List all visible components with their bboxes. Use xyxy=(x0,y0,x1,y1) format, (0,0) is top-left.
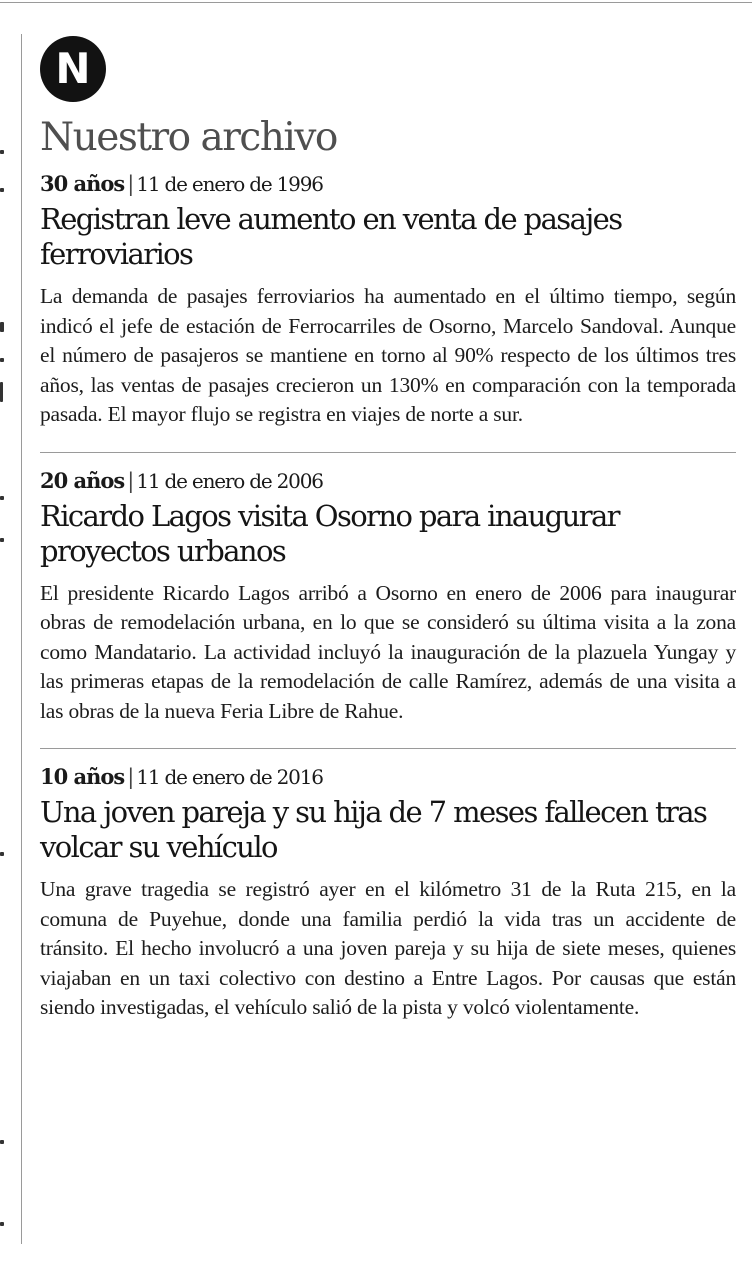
entry-years: 20 años xyxy=(40,467,125,493)
gutter-mark xyxy=(0,322,4,332)
entry-body: La demanda de pasajes ferroviarios ha aumentado en el último tiempo, según indicó el jefe de estación de Ferrocarriles de Osorno, Marcelo Sandoval. Aunque el número de pasajeros se mantiene en torno al 90% respecto de los últimos tres años, las ventas de pasajes crecieron un 130% en comparación con la temporada pasada. El mayor flujo se registra en viajes de norte a sur. xyxy=(40,284,736,426)
gutter-mark xyxy=(0,358,4,362)
entry-meta xyxy=(40,467,736,495)
entry-headline: Registran leve aumento en venta de pasajes ferroviarios xyxy=(40,202,622,271)
meta-separator: | xyxy=(127,172,135,196)
entry-body: El presidente Ricardo Lagos arribó a Osorno en enero de 2006 para inaugurar obras de remodelación urbana, en lo que se consideró su última visita a la zona como Mandatario. La actividad incluyó la inauguración de la plazuela Yungay y las primeras etapas de la remodelación de calle Ramírez, además de una visita a las obras de la nueva Feria Libre de Rahue. xyxy=(40,580,736,723)
gutter-mark xyxy=(0,382,3,402)
entry-meta xyxy=(40,170,736,198)
archive-entry-30 xyxy=(40,170,736,430)
section-badge-icon xyxy=(40,36,106,102)
gutter-mark xyxy=(0,496,4,500)
section-badge-letter: N xyxy=(55,44,91,93)
top-rule xyxy=(0,2,752,3)
meta-separator: | xyxy=(127,468,135,493)
entry-headline: Una joven pareja y su hija de 7 meses fallecen tras volcar su vehículo xyxy=(40,795,707,864)
entry-date: 11 de enero de 2006 xyxy=(136,468,323,493)
gutter-mark xyxy=(0,1222,4,1226)
gutter-mark xyxy=(0,538,4,542)
entry-date: 11 de enero de 1996 xyxy=(136,172,323,196)
entry-headline: Ricardo Lagos visita Osorno para inaugurar proyectos urbanos xyxy=(40,498,619,568)
archive-entry-20 xyxy=(40,452,736,727)
section-title: Nuestro archivo xyxy=(40,115,337,160)
meta-separator: | xyxy=(127,765,135,789)
column-divider xyxy=(21,34,22,1244)
entry-years: 10 años xyxy=(40,764,125,789)
archive-entry-10 xyxy=(40,748,736,1023)
entry-years: 30 años xyxy=(40,171,125,196)
gutter-mark xyxy=(0,150,4,154)
entry-meta xyxy=(40,763,736,791)
gutter-mark xyxy=(0,852,4,856)
gutter-mark xyxy=(0,188,4,192)
gutter-mark xyxy=(0,1140,4,1144)
entry-body: Una grave tragedia se registró ayer en el kilómetro 31 de la Ruta 215, en la comuna de Puyehue, donde una familia perdió la vida tras un accidente de tránsito. El hecho involucró a una joven pareja y su hija de siete meses, quienes viajaban en un taxi colectivo con destino a Entre Lagos. Por causas que están siendo investigadas, el vehículo salió de la pista y volcó violentamente. xyxy=(40,877,736,1019)
archive-column xyxy=(40,36,736,1023)
entry-date: 11 de enero de 2016 xyxy=(136,765,323,789)
